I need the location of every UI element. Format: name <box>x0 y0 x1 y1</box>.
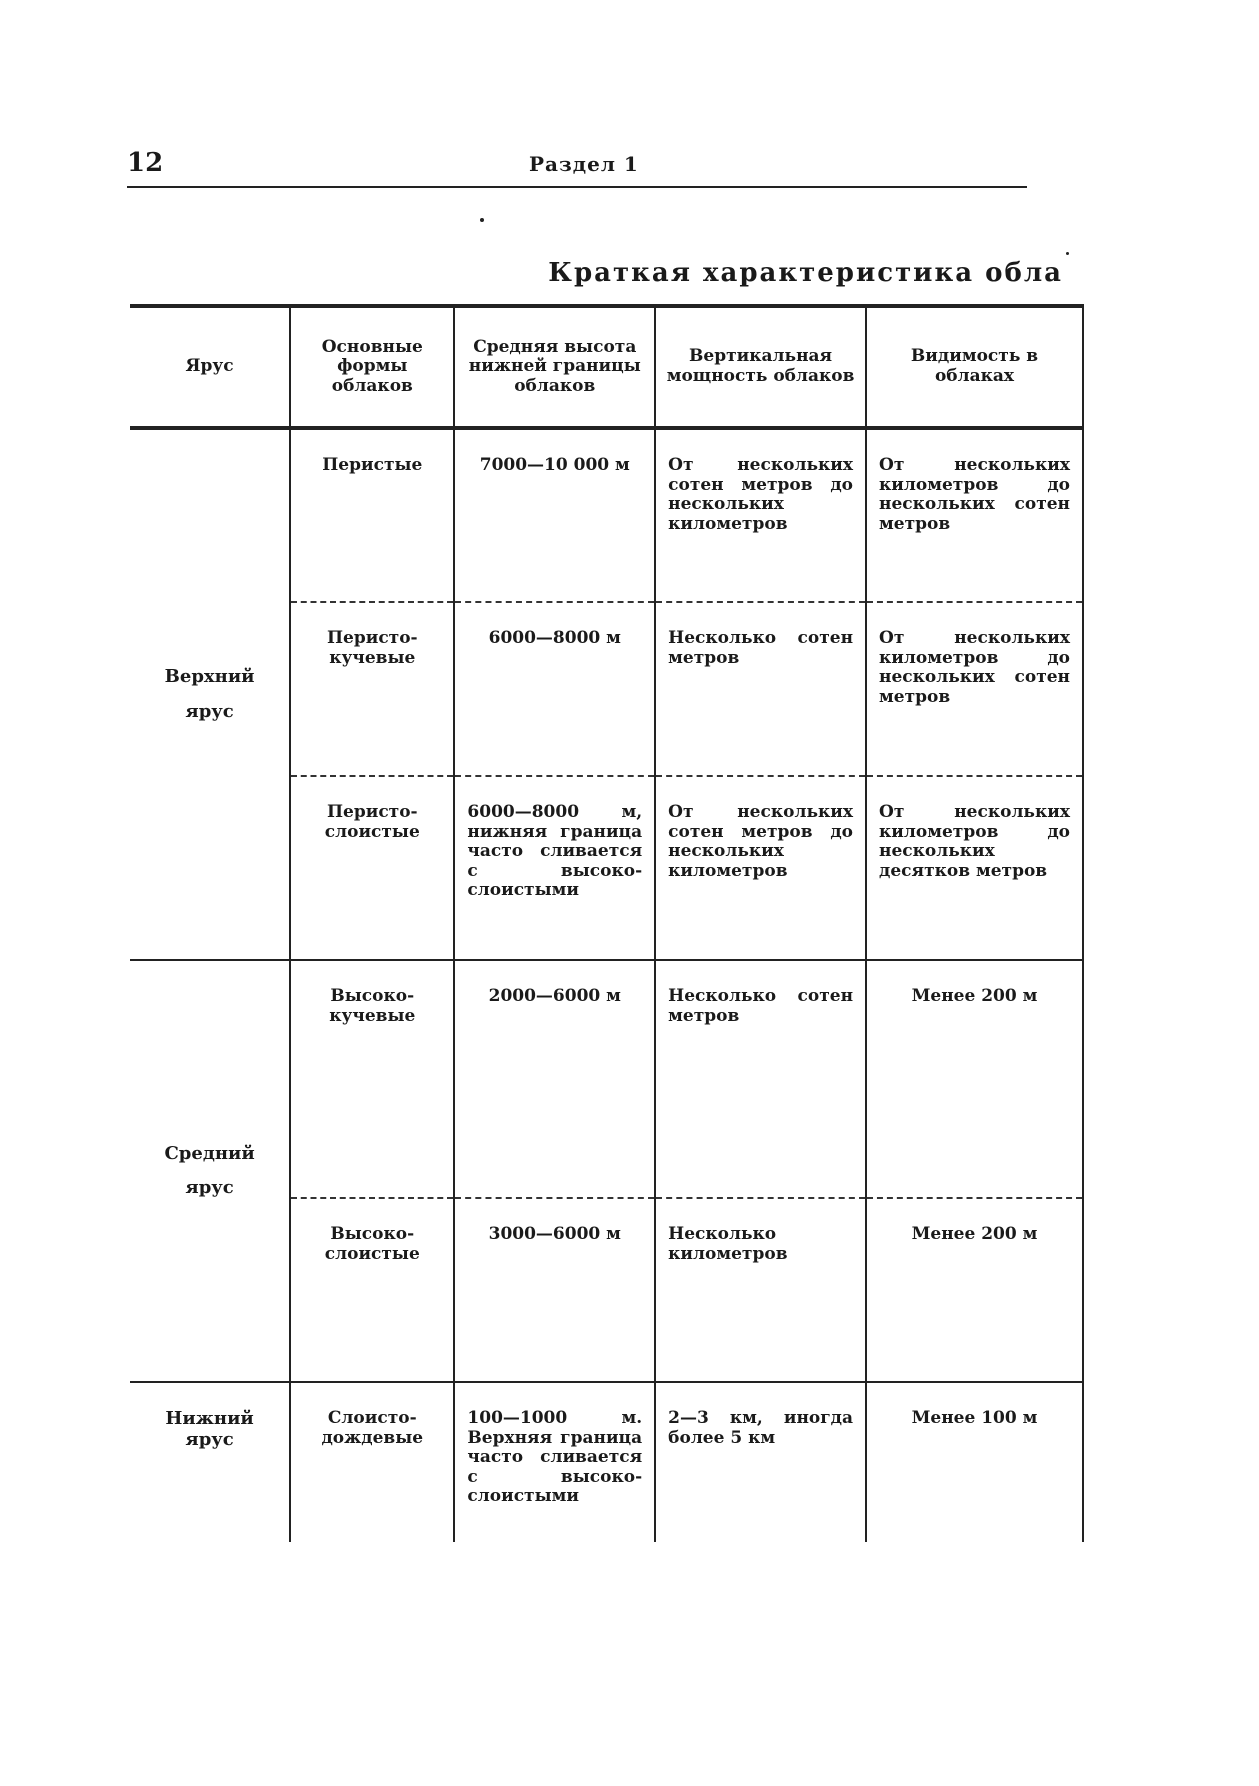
height-cell: 3000—6000 м <box>454 1198 655 1382</box>
clouds-table <box>130 304 1084 1542</box>
page-number: 12 <box>127 148 164 178</box>
thickness-cell: Несколько сотен метров <box>655 602 866 776</box>
thickness-cell: От нескольких сотен метров до нескольких километров <box>655 428 866 602</box>
thickness-cell: Несколько сотен метров <box>655 960 866 1198</box>
visibility-cell: Менее 100 м <box>866 1382 1083 1542</box>
column-header-forms: Основные формы облаков <box>290 306 454 428</box>
tier-cell: Средний ярус <box>130 960 290 1382</box>
height-cell: 2000—6000 м <box>454 960 655 1198</box>
form-cell: Высоко-слоистые <box>290 1198 454 1382</box>
column-header-thickness: Вертикальная мощность облаков <box>655 306 866 428</box>
section-label: Раздел 1 <box>529 152 639 176</box>
thickness-cell: Несколько километров <box>655 1198 866 1382</box>
height-cell: 6000—8000 м <box>454 602 655 776</box>
visibility-cell: Менее 200 м <box>866 960 1083 1198</box>
page-header <box>127 148 1027 188</box>
form-cell: Слоисто-дождевые <box>290 1382 454 1542</box>
table-header-row <box>130 306 1083 428</box>
table-row <box>130 428 1083 602</box>
form-cell: Высоко-кучевые <box>290 960 454 1198</box>
visibility-cell: Менее 200 м <box>866 1198 1083 1382</box>
height-cell: 100—1000 м. Верхняя граница часто сливается с высоко-слоистыми <box>454 1382 655 1542</box>
tier-group-middle <box>130 960 1083 1382</box>
column-header-tier: Ярус <box>130 306 290 428</box>
height-cell: 7000—10 000 м <box>454 428 655 602</box>
table-row <box>130 960 1083 1198</box>
visibility-cell: От нескольких километров до нескольких десятков метров <box>866 776 1083 960</box>
form-cell: Перистые <box>290 428 454 602</box>
thickness-cell: 2—3 км, иногда более 5 км <box>655 1382 866 1542</box>
tier-group-upper <box>130 428 1083 960</box>
tier-cell: Верхний ярус <box>130 428 290 960</box>
tier-group-lower <box>130 1382 1083 1542</box>
header-rule <box>127 186 1027 188</box>
table-title: Краткая характеристика обла <box>548 258 1063 288</box>
form-cell: Перисто-слоистые <box>290 776 454 960</box>
thickness-cell: От нескольких сотен метров до нескольких километров <box>655 776 866 960</box>
visibility-cell: От нескольких километров до нескольких сотен метров <box>866 602 1083 776</box>
height-cell: 6000—8000 м, нижняя граница часто сливается с высоко-слоистыми <box>454 776 655 960</box>
form-cell: Перисто-кучевые <box>290 602 454 776</box>
stray-dot <box>480 218 484 222</box>
visibility-cell: От нескольких километров до нескольких сотен метров <box>866 428 1083 602</box>
tier-cell: Нижний ярус <box>130 1382 290 1542</box>
table-row <box>130 1382 1083 1542</box>
column-header-visibility: Видимость в облаках <box>866 306 1083 428</box>
column-header-height: Средняя высота нижней границы облаков <box>454 306 655 428</box>
stray-dot <box>1066 252 1069 255</box>
